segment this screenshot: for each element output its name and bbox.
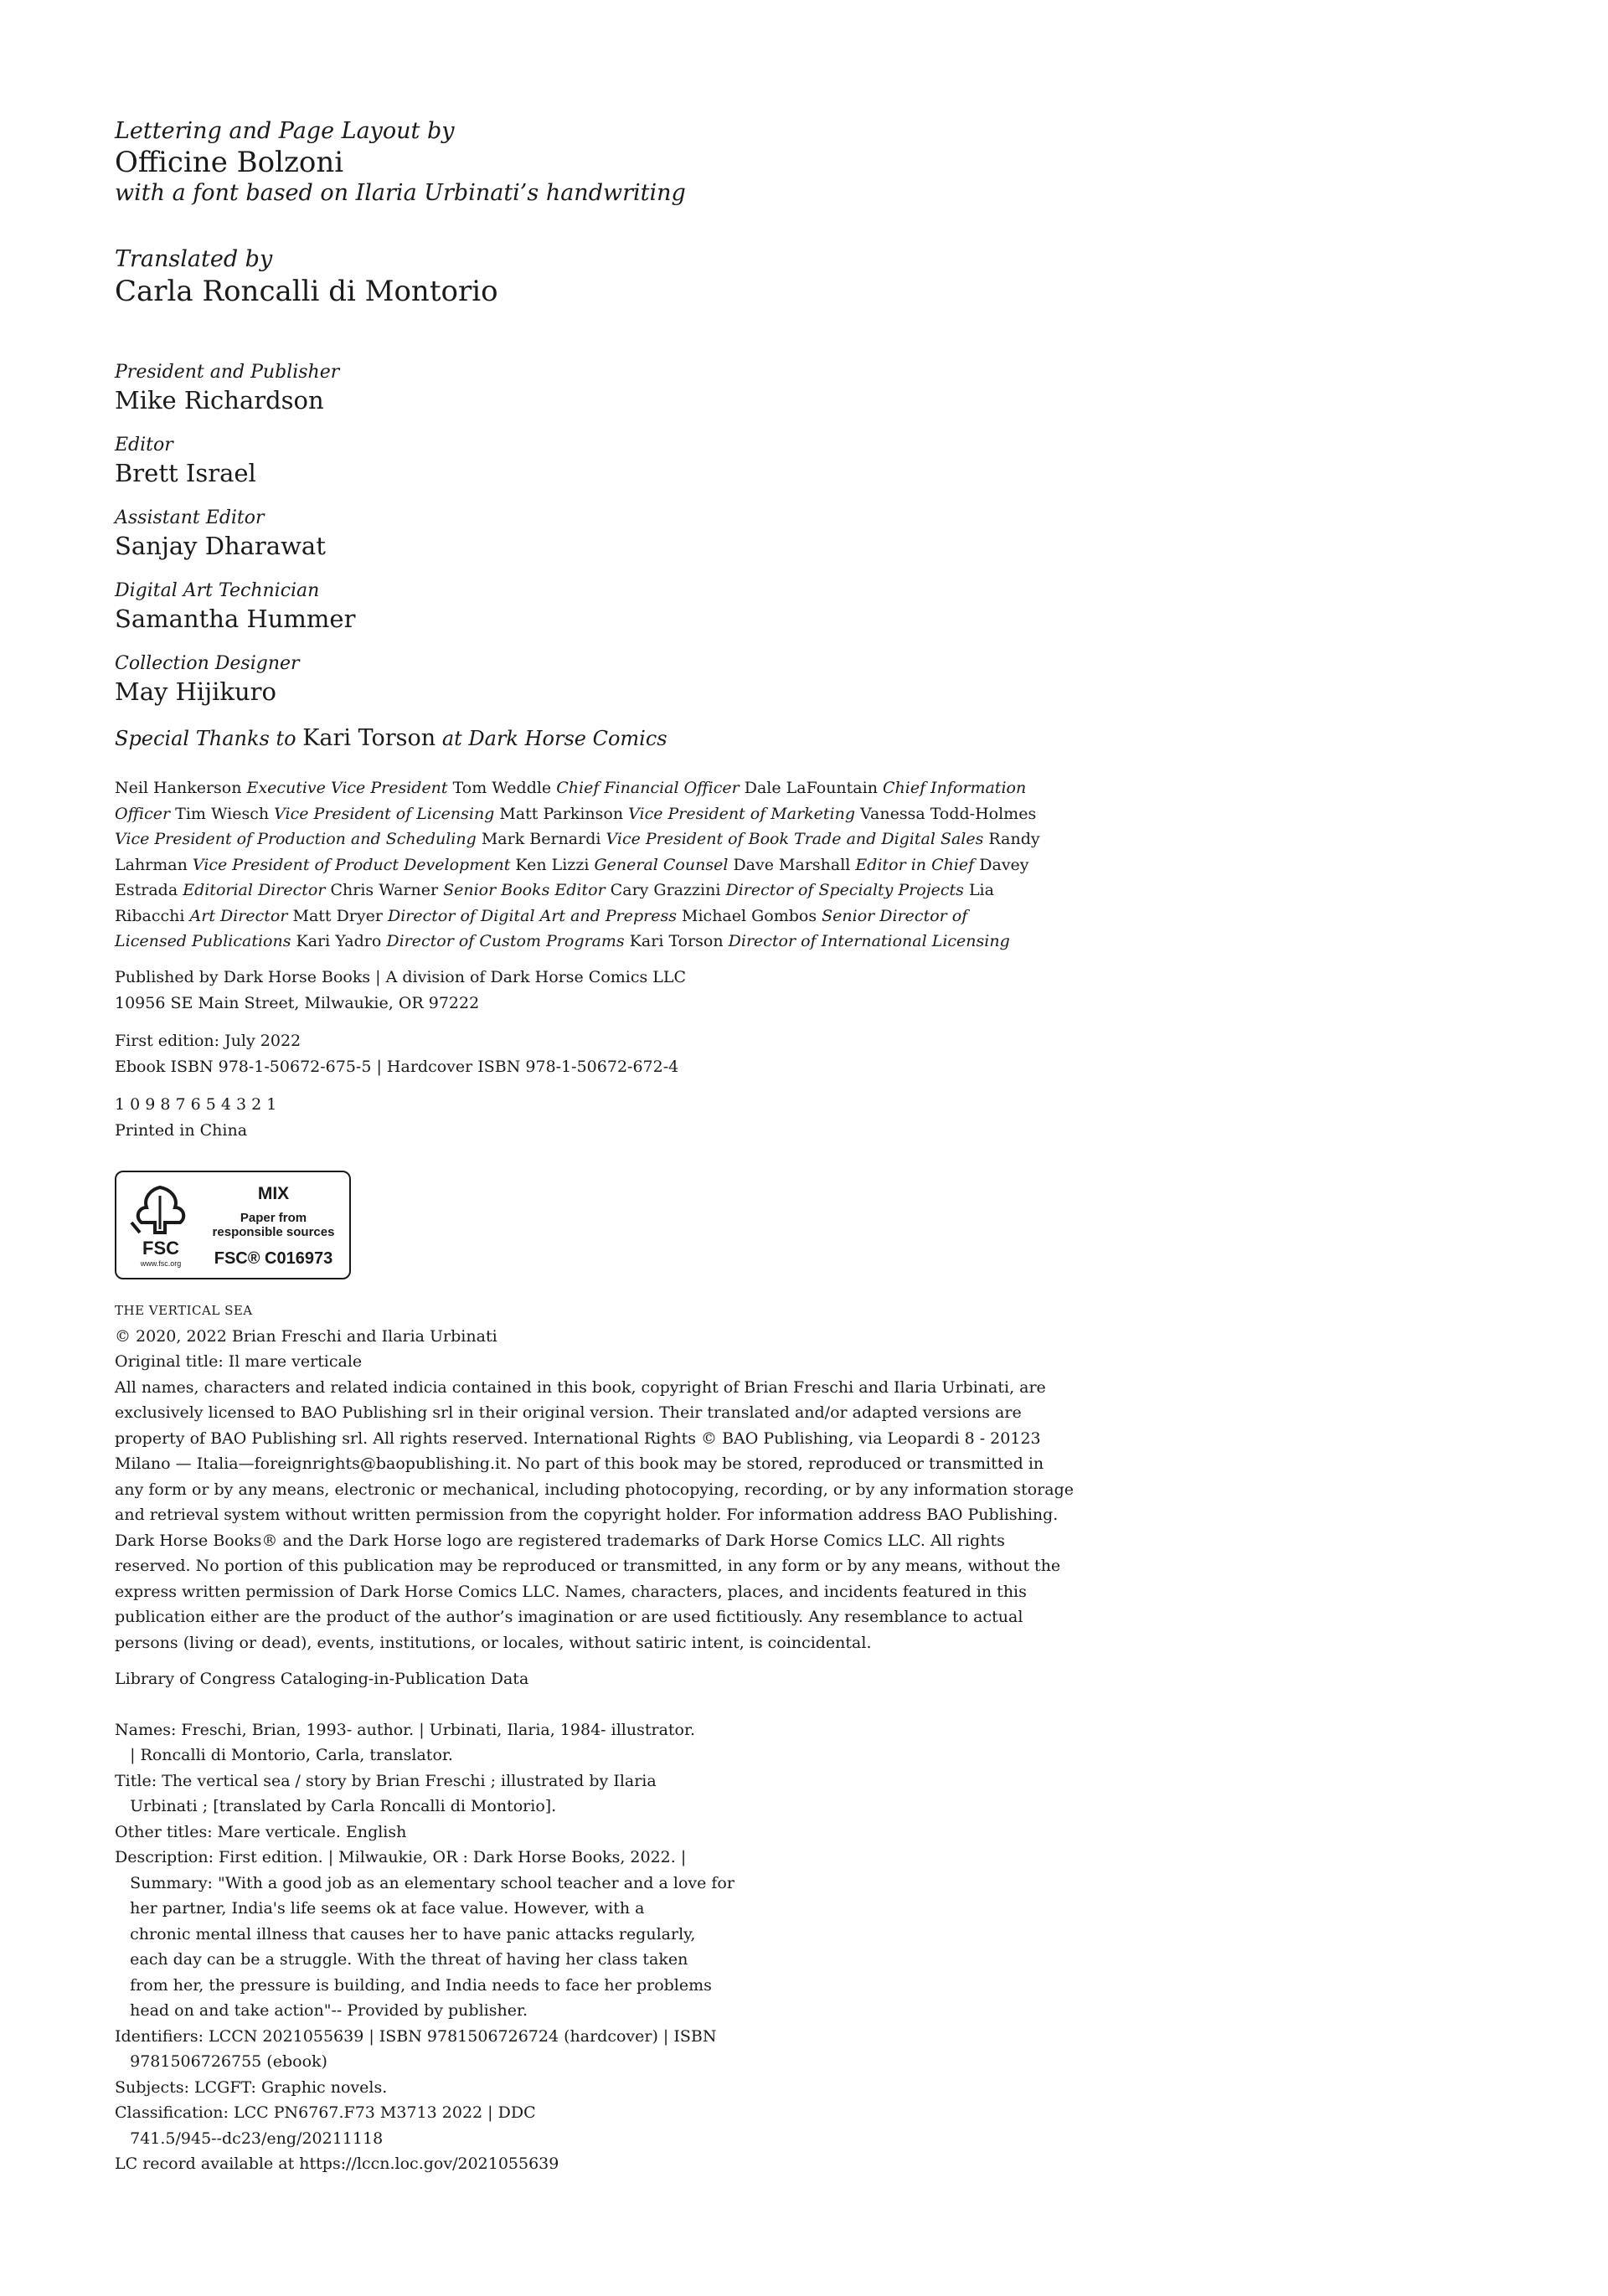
executive-name: Chris Warner bbox=[330, 881, 439, 899]
staff-role: President and Publisher bbox=[115, 362, 340, 383]
executive-role: Vice President of Licensing bbox=[274, 804, 495, 823]
fsc-paper-line: Paper from bbox=[240, 1211, 307, 1225]
cip-block bbox=[115, 1666, 1053, 2177]
legal-line: any form or by any means, electronic or mechanical, including photocopying, recording, or by any information storage bbox=[115, 1480, 1074, 1499]
cip-line: from her, the pressure is building, and India needs to face her problems bbox=[115, 1975, 712, 1995]
executive-role: Senior Director of Licensed Publications bbox=[115, 906, 968, 950]
staff-credit bbox=[115, 433, 1053, 506]
executive-name: Matt Parkinson bbox=[499, 804, 624, 823]
executive-name: Davey Estrada bbox=[115, 855, 1029, 899]
executive-role: Director of Specialty Projects bbox=[725, 881, 964, 899]
executive-role: Vice President of Marketing bbox=[628, 804, 856, 823]
legal-line: and retrieval system without written permission from the copyright holder. For information address BAO Publishing. bbox=[115, 1506, 1059, 1524]
cip-line: each day can be a struggle. With the threat of having her class taken bbox=[115, 1950, 688, 1969]
printed-in: Printed in China bbox=[115, 1120, 248, 1140]
cip-line: 9781506726755 (ebook) bbox=[115, 2052, 327, 2071]
executive-role: Director of International Licensing bbox=[728, 932, 1010, 950]
staff-name: Samantha Hummer bbox=[115, 605, 356, 633]
executive-role: Chief Financial Officer bbox=[556, 779, 740, 797]
series-title: THE VERTICAL SEA bbox=[115, 1303, 253, 1318]
cip-line: | Roncalli di Montorio, Carla, translator. bbox=[115, 1746, 453, 1764]
executive-name: Lia Ribacchi bbox=[115, 881, 994, 925]
executive-staff-list bbox=[115, 775, 1044, 955]
executive-name: Tom Weddle bbox=[452, 779, 552, 797]
cip-line: 741.5/945--dc23/eng/20211118 bbox=[115, 2129, 384, 2148]
executive-name: Randy Lahrman bbox=[115, 830, 1040, 874]
cip-line: Identifiers: LCCN 2021055639 | ISBN 9781506726724 (hardcover) | ISBN bbox=[115, 2026, 717, 2046]
fsc-tree-icon bbox=[126, 1181, 195, 1271]
executive-name: Kari Torson bbox=[629, 932, 724, 950]
fsc-mix: MIX bbox=[257, 1184, 290, 1203]
cip-line: Summary: "With a good job as an elementary school teacher and a love for bbox=[115, 1873, 734, 1892]
executive-role: Editor in Chief bbox=[855, 855, 975, 874]
executive-role: Senior Books Editor bbox=[443, 881, 606, 899]
copyright-block bbox=[115, 1298, 1074, 1655]
isbn-line: Ebook ISBN 978-1-50672-675-5 | Hardcover ISBN 978-1-50672-672-4 bbox=[115, 1057, 679, 1076]
cip-line: LC record available at https://lccn.loc.gov/2021055639 bbox=[115, 2154, 559, 2173]
cip-record bbox=[115, 1717, 1053, 2177]
legal-line: Milano — Italia—foreignrights@baopublishing.it. No part of this book may be stored, reproduced or transmitted in bbox=[115, 1454, 1044, 1473]
executive-name: Dale LaFountain bbox=[744, 779, 878, 797]
legal-line: persons (living or dead), events, institutions, or locales, without satiric intent, is coincidental. bbox=[115, 1633, 872, 1652]
staff-role: Collection Designer bbox=[115, 653, 300, 674]
legal-line: All names, characters and related indicia contained in this book, copyright of Brian Freschi and Ilaria Urbinati, are bbox=[115, 1377, 1046, 1397]
first-edition: First edition: July 2022 bbox=[115, 1032, 302, 1050]
executive-name: Kari Yadro bbox=[296, 932, 382, 950]
legal-line: express written permission of Dark Horse Comics LLC. Names, characters, places, and incidents featured in this bbox=[115, 1582, 1027, 1601]
lettering-label: Lettering and Page Layout by bbox=[115, 118, 455, 144]
staff-name: May Hijikuro bbox=[115, 677, 276, 706]
executive-name: Michael Gombos bbox=[682, 906, 817, 925]
executive-role: Executive Vice President bbox=[246, 779, 448, 797]
publisher-address: 10956 SE Main Street, Milwaukie, OR 97222 bbox=[115, 993, 480, 1012]
printer-number-line: 1 0 9 8 7 6 5 4 3 2 1 bbox=[115, 1095, 277, 1114]
lettering-name: Officine Bolzoni bbox=[115, 146, 344, 179]
staff-name: Mike Richardson bbox=[115, 386, 324, 414]
fsc-letters: FSC bbox=[142, 1238, 179, 1259]
edition-info bbox=[115, 1028, 1053, 1079]
cip-line: Other titles: Mare verticale. English bbox=[115, 1822, 407, 1841]
thanks-suffix: at Dark Horse Comics bbox=[441, 727, 667, 750]
executive-name: Matt Dryer bbox=[292, 906, 383, 925]
legal-line: reserved. No portion of this publication may be reproduced or transmitted, in any form or by any means, without the bbox=[115, 1557, 1061, 1575]
legal-line: property of BAO Publishing srl. All rights reserved. International Rights © BAO Publishing, via Leopardi 8 - 20123 bbox=[115, 1429, 1041, 1448]
executive-role: Director of Digital Art and Prepress bbox=[388, 906, 677, 925]
cip-line: Urbinati ; [translated by Carla Roncalli di Montorio]. bbox=[115, 1797, 557, 1815]
translated-label: Translated by bbox=[115, 246, 273, 272]
executive-name: Tim Wiesch bbox=[175, 804, 270, 823]
cip-line: Subjects: LCGFT: Graphic novels. bbox=[115, 2077, 388, 2097]
staff-role: Digital Art Technician bbox=[115, 580, 320, 601]
executive-name: Cary Grazzini bbox=[610, 881, 721, 899]
cip-line: Classification: LCC PN6767.F73 M3713 2022 | DDC bbox=[115, 2103, 536, 2122]
cip-line: Title: The vertical sea / story by Brian Freschi ; illustrated by Ilaria bbox=[115, 1771, 657, 1790]
lettering-note: with a font based on Ilaria Urbinati’s handwriting bbox=[115, 180, 686, 206]
original-title: Original title: Il mare verticale bbox=[115, 1352, 363, 1371]
executive-role: Art Director bbox=[189, 906, 288, 925]
fsc-url: www.fsc.org bbox=[140, 1259, 182, 1268]
cip-line: head on and take action"-- Provided by publisher. bbox=[115, 2001, 528, 2020]
thanks-prefix: Special Thanks to bbox=[115, 727, 296, 750]
executive-role: Vice President of Production and Scheduling bbox=[115, 830, 477, 848]
legal-line: publication either are the product of the author’s imagination or are used fictitiously. Any resemblance to actual bbox=[115, 1608, 1023, 1626]
fsc-paper-line: responsible sources bbox=[212, 1225, 335, 1239]
executive-name: Ken Lizzi bbox=[515, 855, 590, 874]
translated-name: Carla Roncalli di Montorio bbox=[115, 275, 498, 308]
cip-heading: Library of Congress Cataloging-in-Publication Data bbox=[115, 1670, 529, 1688]
executive-role: Editorial Director bbox=[183, 881, 326, 899]
cip-line: Names: Freschi, Brian, 1993- author. | Urbinati, Ilaria, 1984- illustrator. bbox=[115, 1720, 696, 1739]
fsc-logo bbox=[115, 1171, 351, 1279]
executive-name: Mark Bernardi bbox=[481, 830, 601, 848]
publisher-info bbox=[115, 965, 1053, 1016]
executive-role: General Counsel bbox=[594, 855, 729, 874]
cip-line: Description: First edition. | Milwaukie, OR : Dark Horse Books, 2022. | bbox=[115, 1848, 687, 1866]
staff-name: Sanjay Dharawat bbox=[115, 532, 326, 560]
translator-credit bbox=[115, 245, 1053, 308]
staff-name: Brett Israel bbox=[115, 459, 256, 487]
staff-credit bbox=[115, 579, 1053, 651]
staff-credits bbox=[115, 360, 1053, 724]
executive-role: Chief Information Officer bbox=[115, 779, 1027, 823]
executive-role: Director of Custom Programs bbox=[386, 932, 625, 950]
executive-name: Vanessa Todd-Holmes bbox=[860, 804, 1037, 823]
executive-name: Neil Hankerson bbox=[115, 779, 242, 797]
fsc-paper bbox=[200, 1211, 347, 1239]
executive-role: Vice President of Book Trade and Digital Sales bbox=[606, 830, 984, 848]
legal-line: Dark Horse Books® and the Dark Horse logo are registered trademarks of Dark Horse Comics LLC. All rights bbox=[115, 1531, 1005, 1550]
staff-credit bbox=[115, 651, 1053, 724]
special-thanks bbox=[115, 724, 1053, 753]
staff-role: Editor bbox=[115, 435, 173, 456]
staff-role: Assistant Editor bbox=[115, 507, 265, 528]
cip-line: chronic mental illness that causes her to have panic attacks regularly, bbox=[115, 1924, 696, 1943]
executive-name: Dave Marshall bbox=[733, 855, 851, 874]
publisher-line: Published by Dark Horse Books | A division of Dark Horse Comics LLC bbox=[115, 968, 687, 986]
cip-line: her partner, India's life seems ok at face value. However, with a bbox=[115, 1899, 645, 1918]
copyright-notice: © 2020, 2022 Brian Freschi and Ilaria Urbinati bbox=[115, 1326, 497, 1346]
thanks-name: Kari Torson bbox=[302, 725, 436, 751]
legal-text bbox=[115, 1375, 1074, 1656]
lettering-credit bbox=[115, 117, 1053, 208]
executive-role: Vice President of Product Development bbox=[192, 855, 511, 874]
staff-credit bbox=[115, 360, 1053, 433]
legal-line: exclusively licensed to BAO Publishing srl in their original version. Their translated and/or adapted versions are bbox=[115, 1403, 1022, 1422]
printing-info bbox=[115, 1092, 1053, 1143]
staff-credit bbox=[115, 506, 1053, 579]
fsc-code: FSC® C016973 bbox=[214, 1249, 333, 1268]
